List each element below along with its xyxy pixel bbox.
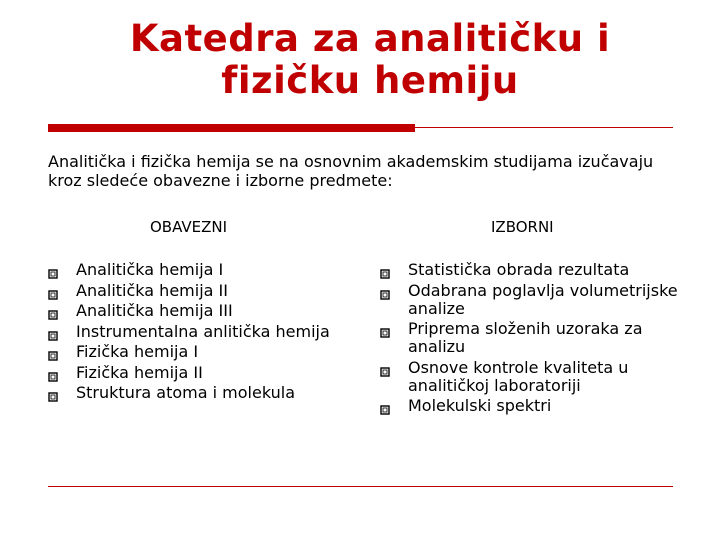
bottom-divider [48, 486, 673, 487]
list-item [380, 397, 680, 415]
course-label: Odabrana poglavlja volumetrijske analize [408, 280, 678, 318]
square-bullet-icon [380, 286, 390, 296]
list-item [48, 364, 338, 382]
elective-course-list [380, 261, 680, 418]
course-label: Instrumentalna anlitička hemija [76, 321, 330, 341]
course-label: Analitička hemija II [76, 280, 228, 300]
square-bullet-icon [48, 388, 58, 398]
title-underline-bar [48, 124, 415, 132]
square-bullet-icon [380, 265, 390, 275]
square-bullet-icon [48, 286, 58, 296]
list-item [48, 261, 338, 279]
course-label: Analitička hemija III [76, 301, 233, 320]
course-label: Struktura atoma i molekula [76, 383, 295, 402]
slide-title [60, 18, 680, 102]
square-bullet-icon [380, 401, 390, 411]
list-item [48, 282, 338, 300]
square-bullet-icon [48, 368, 58, 378]
slide-title-line-2: fizičku hemiju [221, 59, 519, 102]
course-label: Statistička obrada rezultata [408, 260, 630, 279]
list-item [380, 359, 680, 395]
square-bullet-icon [380, 363, 390, 373]
mandatory-heading: OBAVEZNI [150, 218, 228, 236]
mandatory-course-list [48, 261, 338, 405]
square-bullet-icon [48, 265, 58, 275]
square-bullet-icon [48, 306, 58, 316]
square-bullet-icon [380, 324, 390, 334]
square-bullet-icon [48, 327, 58, 337]
list-item [48, 384, 338, 402]
course-label: Analitička hemija I [76, 260, 224, 279]
square-bullet-icon [48, 347, 58, 357]
course-label: Fizička hemija II [76, 362, 203, 382]
list-item [380, 261, 680, 279]
course-label: Molekulski spektri [408, 396, 552, 415]
course-label: Osnove kontrole kvaliteta u analitičkoj laboratoriji [408, 357, 629, 395]
list-item [380, 320, 680, 356]
intro-paragraph: Analitička i fizička hemija se na osnovnim akademskim studijama izučavaju kroz sledeće obavezne i izborne predmete: [48, 152, 654, 190]
list-item [48, 302, 338, 320]
course-label: Fizička hemija I [76, 342, 199, 361]
elective-heading: IZBORNI [491, 218, 554, 236]
list-item [48, 343, 338, 361]
list-item [380, 282, 680, 318]
title-underline-thin [415, 127, 673, 128]
list-item [48, 323, 338, 341]
course-label: Priprema složenih uzoraka za analizu [408, 319, 643, 356]
slide-title-line-1: Katedra za analitičku i [129, 17, 611, 60]
